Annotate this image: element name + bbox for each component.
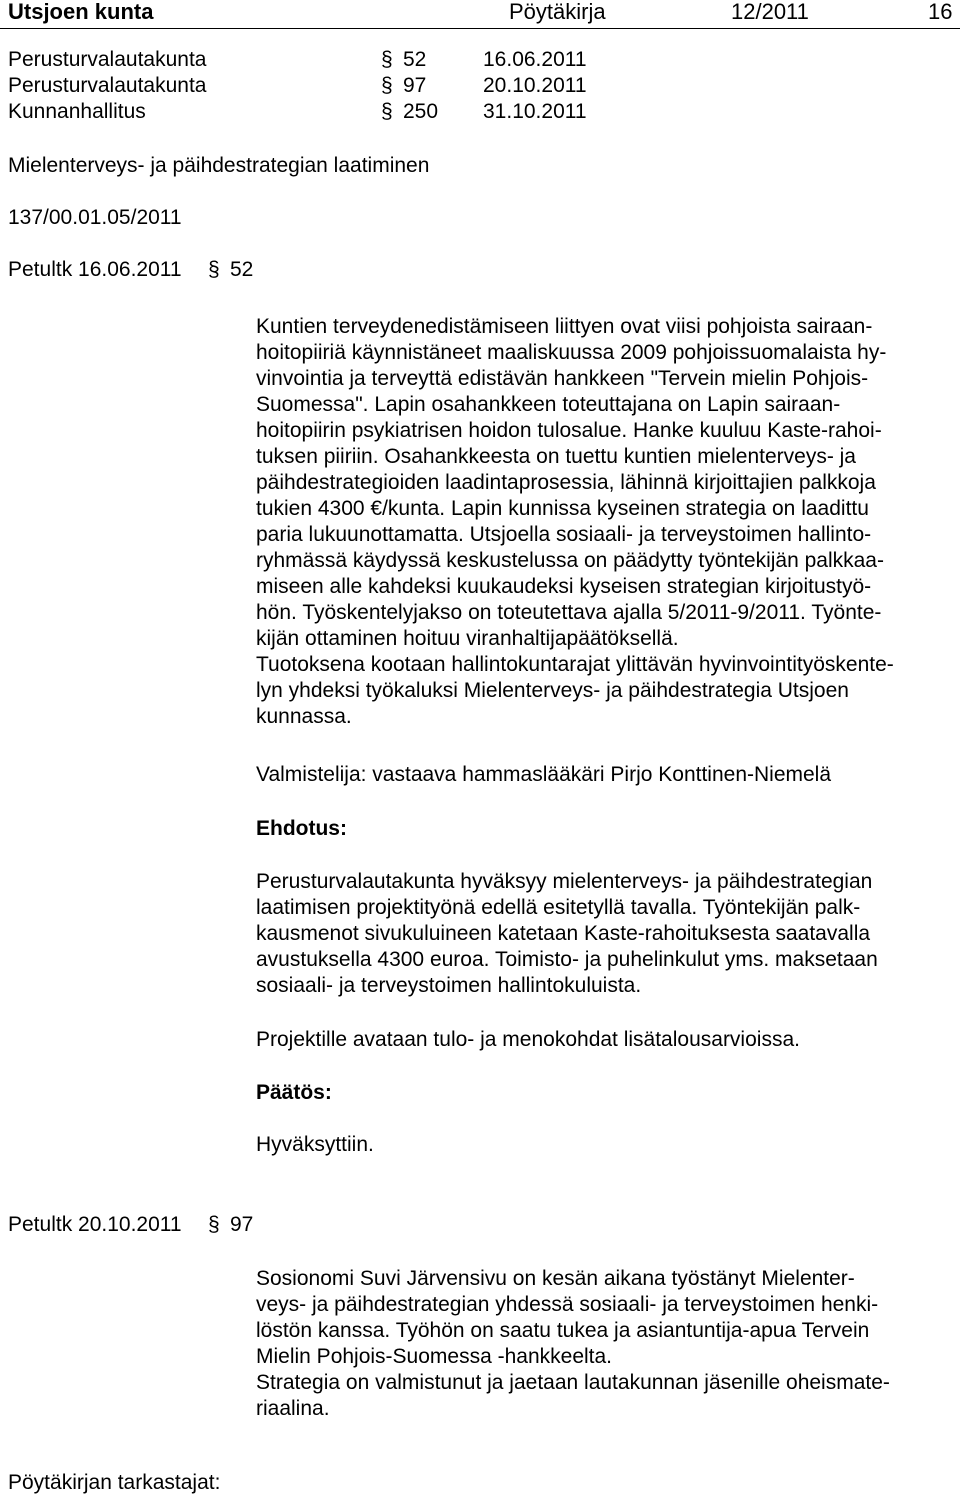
body-line: kijän ottaminen hoituu viranhaltijapäätöksellä.	[256, 627, 679, 650]
proposal-extra: Projektille avataan tulo- ja menokohdat lisätalousarvioissa.	[256, 1028, 800, 1051]
header-rule	[0, 28, 960, 29]
proposal-body	[256, 869, 956, 999]
body-line: hön. Työskentelyjakso on toteutettava ajalla 5/2011-9/2011. Työnte-	[256, 601, 882, 624]
body-line: hoitopiirin psykiatrisen hoidon tulosalue. Hanke kuuluu Kaste-rahoi-	[256, 419, 882, 442]
body-line: löstön kanssa. Työhön on saatu tukea ja asiantuntija-apua Tervein	[256, 1319, 870, 1342]
proposal-line: Perusturvalautakunta hyväksyy mielenterveys- ja päihdestrategian	[256, 870, 873, 893]
body-line: miseen alle kahdeksi kuukaudeksi kyseisen strategian kirjoitustyö-	[256, 575, 872, 598]
history-section: 250	[403, 100, 439, 123]
proposal-line: laatimisen projektityönä edellä esitetyllä tavalla. Työntekijän palk-	[256, 896, 861, 919]
section-symbol-icon: §	[208, 1213, 220, 1236]
body-line: Suomessa". Lapin osahankkeen toteuttajana on Lapin sairaan-	[256, 393, 841, 416]
body-line: tuksen piiriin. Osahankkeesta on tuettu kuntien mielenterveys- ja	[256, 445, 856, 468]
history-body: Perusturvalautakunta	[8, 74, 207, 97]
history-body: Perusturvalautakunta	[8, 48, 207, 71]
section-symbol-icon: §	[381, 74, 393, 97]
meeting2-body	[256, 1266, 956, 1422]
history-section: 52	[403, 48, 427, 71]
reviewers-label: Pöytäkirjan tarkastajat:	[8, 1471, 221, 1494]
meeting-section: 97	[230, 1213, 254, 1236]
topic-title: Mielenterveys- ja päihdestrategian laatiminen	[8, 154, 430, 177]
municipality-name: Utsjoen kunta	[8, 0, 154, 24]
history-section: 97	[403, 74, 427, 97]
section-symbol-icon: §	[381, 48, 393, 71]
history-date: 16.06.2011	[483, 48, 587, 71]
body-line: hoitopiiriä käynnistäneet maaliskuussa 2009 pohjoissuomalaista hy-	[256, 341, 887, 364]
body-line: lyn yhdeksi työkaluksi Mielenterveys- ja päihdestrategia Utsjoen	[256, 679, 849, 702]
body-line: paria lukuunottamatta. Utsjoella sosiaali- ja terveystoimen hallinto-	[256, 523, 872, 546]
body-line: veys- ja päihdestrategian yhdessä sosiaali- ja terveystoimen henki-	[256, 1293, 879, 1316]
document-number: 12/2011	[731, 0, 809, 24]
history-date: 20.10.2011	[483, 74, 587, 97]
body-line: riaalina.	[256, 1397, 330, 1420]
body-line: Strategia on valmistunut ja jaetaan lautakunnan jäsenille oheismate-	[256, 1371, 890, 1394]
history-body: Kunnanhallitus	[8, 100, 146, 123]
meeting-label: Petultk 16.06.2011	[8, 258, 182, 281]
proposal-line: sosiaali- ja terveystoimen hallintokuluista.	[256, 974, 642, 997]
section-symbol-icon: §	[208, 258, 220, 281]
body-line: Mielin Pohjois-Suomessa -hankkeelta.	[256, 1345, 613, 1368]
body-line: Tuotoksena kootaan hallintokuntarajat ylittävän hyvinvointityöskente-	[256, 653, 894, 676]
page-number: 16	[928, 0, 953, 24]
meeting-section: 52	[230, 258, 254, 281]
preparer-line: Valmistelija: vastaava hammaslääkäri Pirjo Konttinen-Niemelä	[256, 763, 832, 786]
decision-heading: Päätös:	[256, 1081, 332, 1104]
body-line: Sosionomi Suvi Järvensivu on kesän aikana työstänyt Mielenter-	[256, 1267, 855, 1290]
proposal-heading: Ehdotus:	[256, 817, 347, 840]
meeting1-body	[256, 314, 956, 730]
body-line: Kuntien terveydenedistämiseen liittyen ovat viisi pohjoista sairaan-	[256, 315, 873, 338]
body-line: kunnassa.	[256, 705, 352, 728]
proposal-line: kausmenot sivukuluineen katetaan Kaste-rahoituksesta saatavalla	[256, 922, 871, 945]
section-symbol-icon: §	[381, 100, 393, 123]
document-type: Pöytäkirja	[509, 0, 606, 24]
body-line: tukien 4300 €/kunta. Lapin kunnissa kyseinen strategia on laadittu	[256, 497, 869, 520]
body-line: vinvointia ja terveyttä edistävän hankkeen "Tervein mielin Pohjois-	[256, 367, 869, 390]
body-line: ryhmässä käydyssä keskustelussa on päädytty työntekijän palkkaa-	[256, 549, 884, 572]
decision-text: Hyväksyttiin.	[256, 1133, 374, 1156]
body-line: päihdestrategioiden laadintaprosessia, lähinnä kirjoittajien palkkoja	[256, 471, 876, 494]
history-date: 31.10.2011	[483, 100, 587, 123]
proposal-line: avustuksella 4300 euroa. Toimisto- ja puhelinkulut yms. maksetaan	[256, 948, 878, 971]
meeting-label: Petultk 20.10.2011	[8, 1213, 182, 1236]
case-id: 137/00.01.05/2011	[8, 206, 182, 229]
